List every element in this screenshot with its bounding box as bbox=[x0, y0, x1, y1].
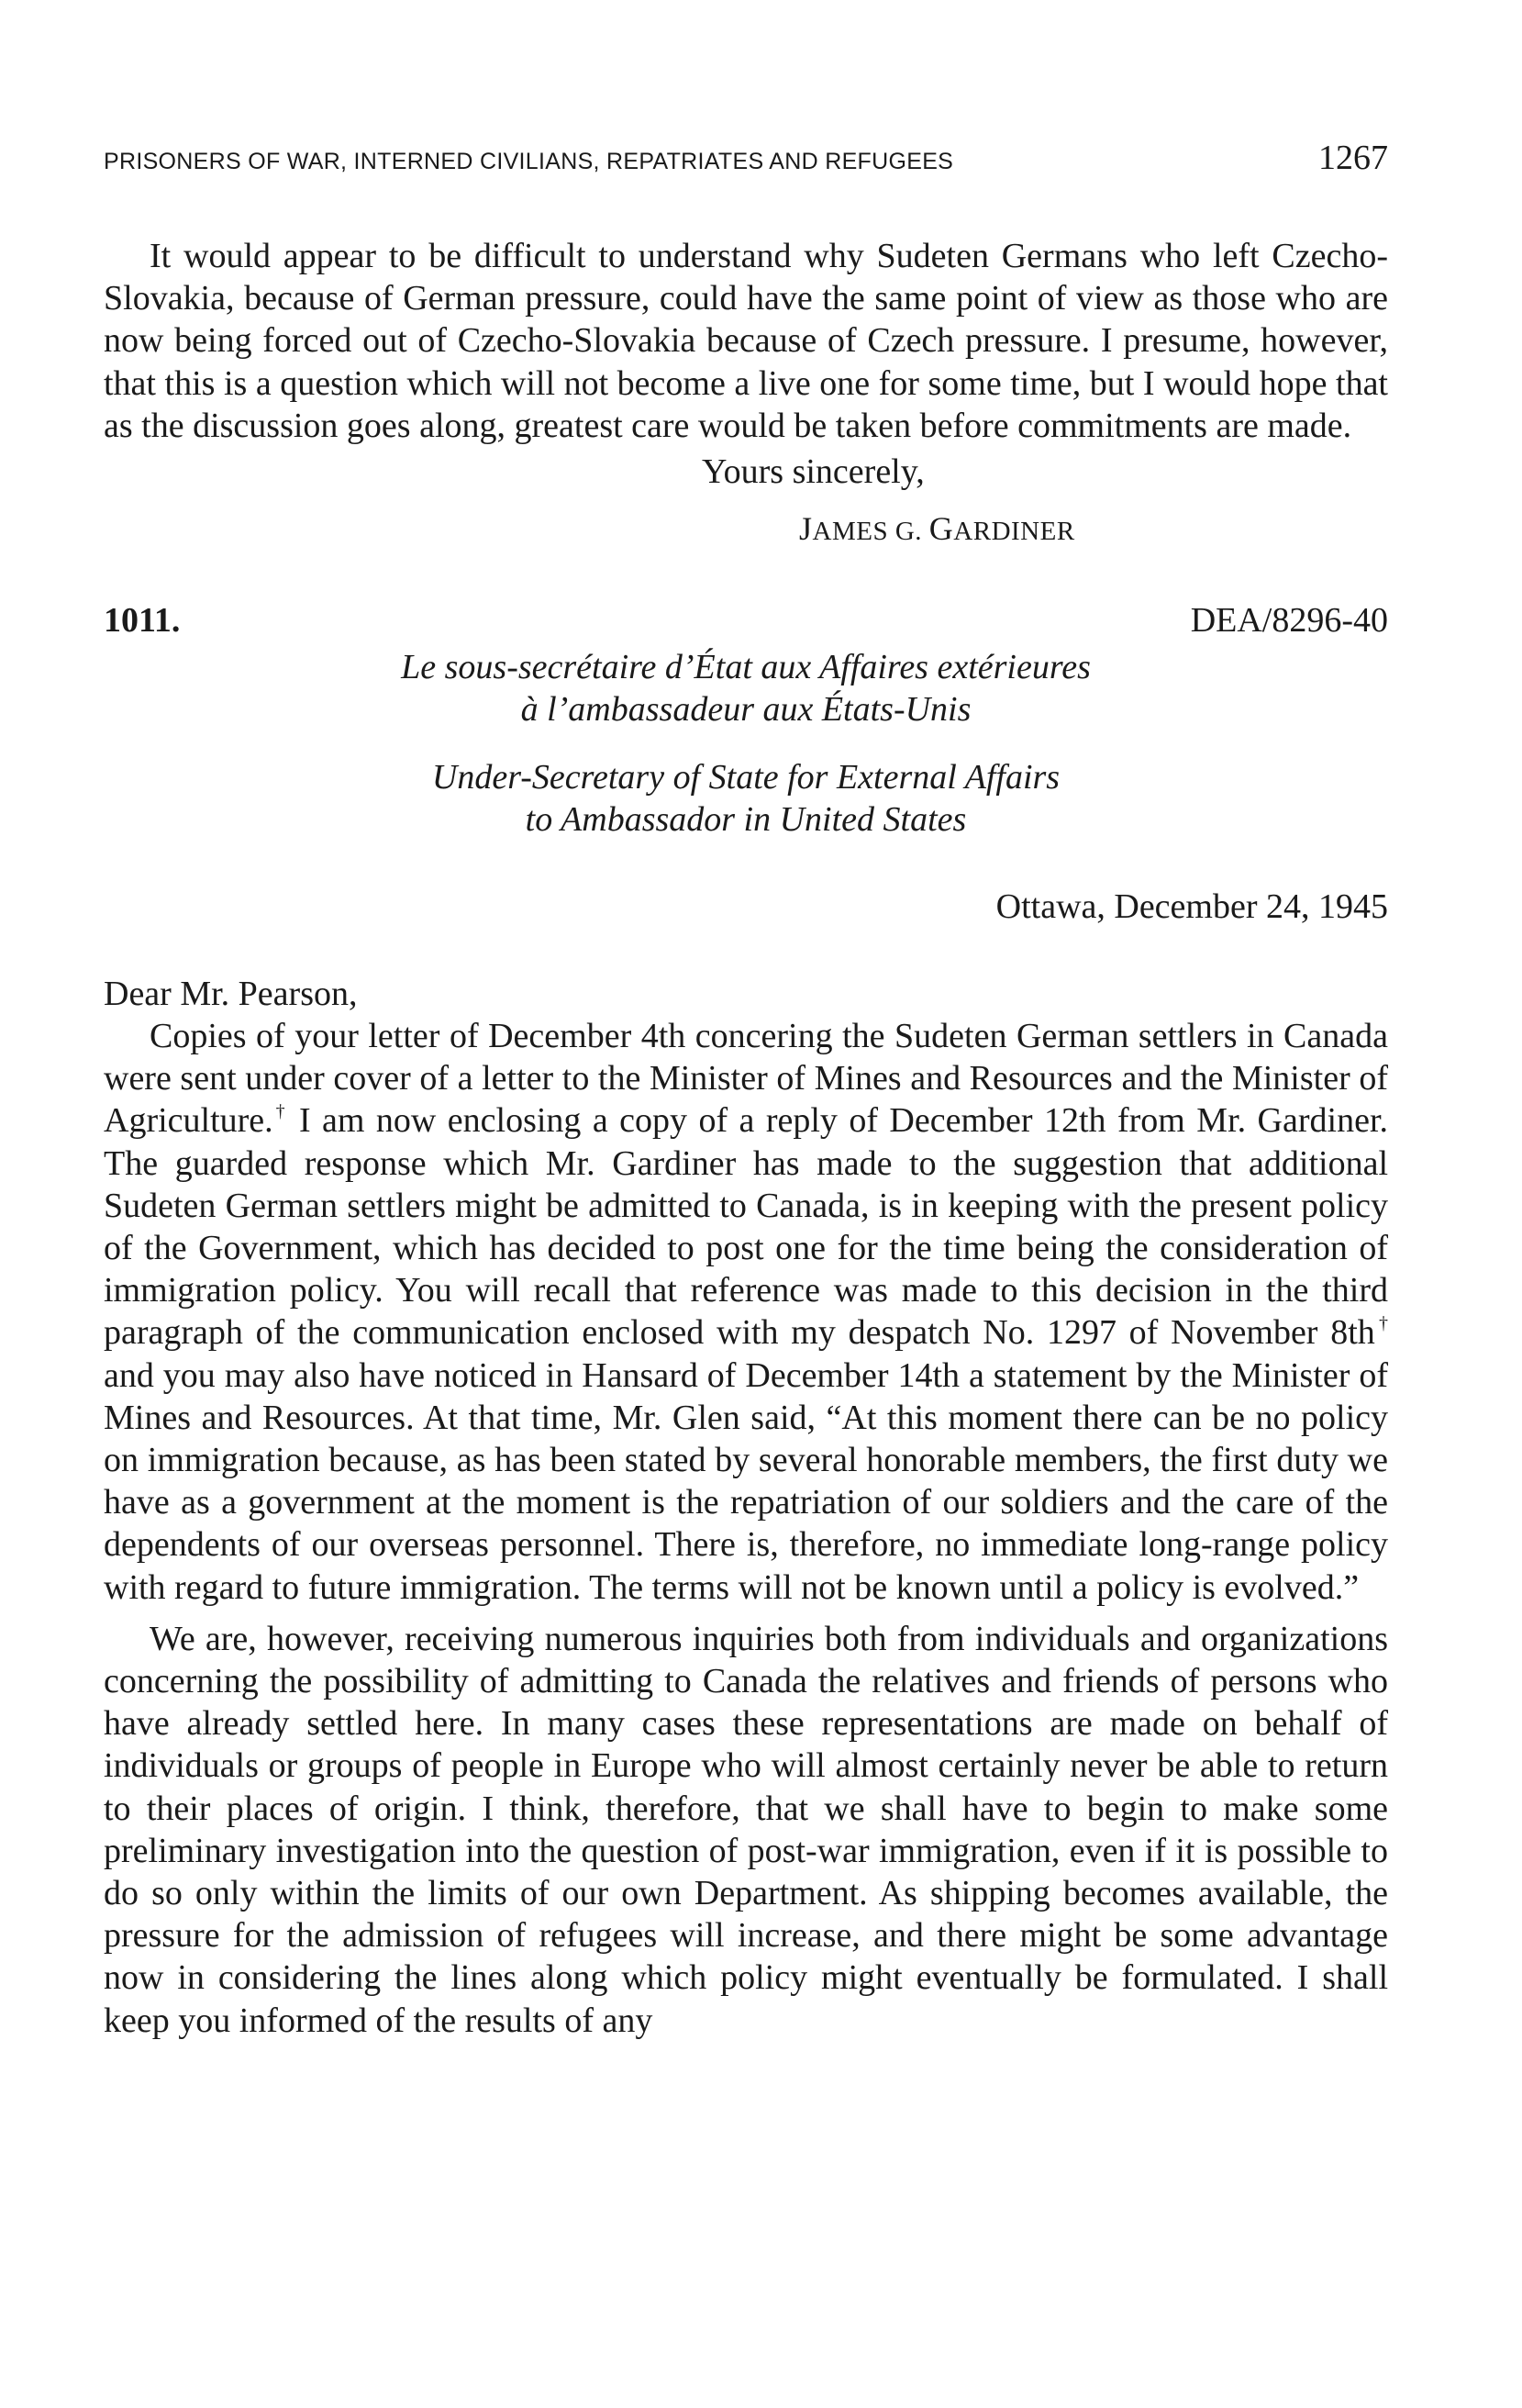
heading-english-line-1: Under-Secretary of State for External Affairs bbox=[431, 758, 1061, 797]
heading-english bbox=[104, 756, 1388, 841]
letter-paragraph-2: We are, however, receiving numerous inquiries both from individuals and organizations concerning the possibility of admitting to Canada the relatives and friends of persons who have already settled here. In many cases these representations are made on behalf of individuals or groups of people in Europe who will almost certainly never be able to return to their places of origin. I think, therefore, that we shall have to begin to make some preliminary investigation into the question of post-war immigration, even if it is possible to do so only within the limits of our own Department. As shipping becomes available, the pressure for the admission of refugees will increase, and there might be some advantage now in considering the lines along which policy might eventually be formulated. I shall keep you informed of the results of any bbox=[104, 1619, 1388, 2040]
heading-french bbox=[104, 646, 1388, 730]
document-header bbox=[104, 600, 1388, 641]
previous-letter-paragraph: It would appear to be difficult to understand why Sudeten Germans who left Czecho-Slovakia, because of German pressure, could have the same point of view as those who are now being forced out of Czecho-Slovakia because of Czech pressure. I presume, however, that this is a question which will not become a live one for some time, but I would hope that as the discussion goes along, greatest care would be taken before commitments are made. bbox=[104, 237, 1388, 445]
heading-english-line-2: to Ambassador in United States bbox=[525, 800, 967, 840]
signature-part-2: ARDINER bbox=[953, 517, 1075, 547]
file-reference: DEA/8296-40 bbox=[1190, 601, 1388, 641]
signature bbox=[799, 507, 1388, 552]
page-number: 1267 bbox=[1318, 139, 1388, 177]
running-title: PRISONERS OF WAR, INTERNED CIVILIANS, REPATRIATES AND REFUGEES bbox=[104, 149, 954, 174]
letter-paragraph-1 bbox=[104, 1015, 1388, 1609]
document-number: 1011. bbox=[104, 601, 181, 641]
signature-part-1: AMES G. bbox=[812, 517, 929, 547]
signature-initial-j: J bbox=[799, 510, 813, 548]
para1-part-c: and you may also have noticed in Hansard of December 14th a statement by the Minister of Mines and Resources. At that time, Mr. Glen said, “At this moment there can be no policy on immigration because, as has been stated by several honorable members, the first duty we have as a government at the moment is the repatriation of our soldiers and the care of the dependents of our overseas personnel. There is, therefore, no immediate long-range policy with regard to future immigration. The terms will not be known until a policy is evolved.” bbox=[104, 1355, 1388, 1607]
para1-part-b: I am now enclosing a copy of a reply of December 12th from Mr. Gardiner. The guarded response which Mr. Gardiner has made to the suggestion that additional Sudeten German settlers might be admitted to Canada, is in keeping with the present policy of the Government, which has decided to post one for the time being the consideration of immigration policy. You will recall that reference was made to this decision in the third paragraph of the communication enclosed with my despatch No. 1297 of November 8th bbox=[104, 1101, 1388, 1353]
salutation: Dear Mr. Pearson, bbox=[104, 975, 358, 1014]
running-head bbox=[104, 138, 1388, 178]
signature-initial-g: G bbox=[928, 510, 954, 548]
dagger-note-2: † bbox=[1374, 1313, 1389, 1334]
document-page bbox=[104, 138, 1388, 2042]
para1-part-a: Copies of your letter of December 4th concering the Sudeten German settlers in Canada were sent under cover of a letter to the Minister of Mines and Resources and the Minister of Agriculture. bbox=[104, 1017, 1388, 1141]
dagger-note-1: † bbox=[272, 1101, 288, 1122]
dateline: Ottawa, December 24, 1945 bbox=[995, 887, 1388, 927]
heading-french-line-1: Le sous-secrétaire d’État aux Affaires extérieures bbox=[401, 648, 1091, 687]
complimentary-close: Yours sincerely, bbox=[702, 452, 925, 492]
heading-french-line-2: à l’ambassadeur aux États-Unis bbox=[520, 690, 972, 730]
